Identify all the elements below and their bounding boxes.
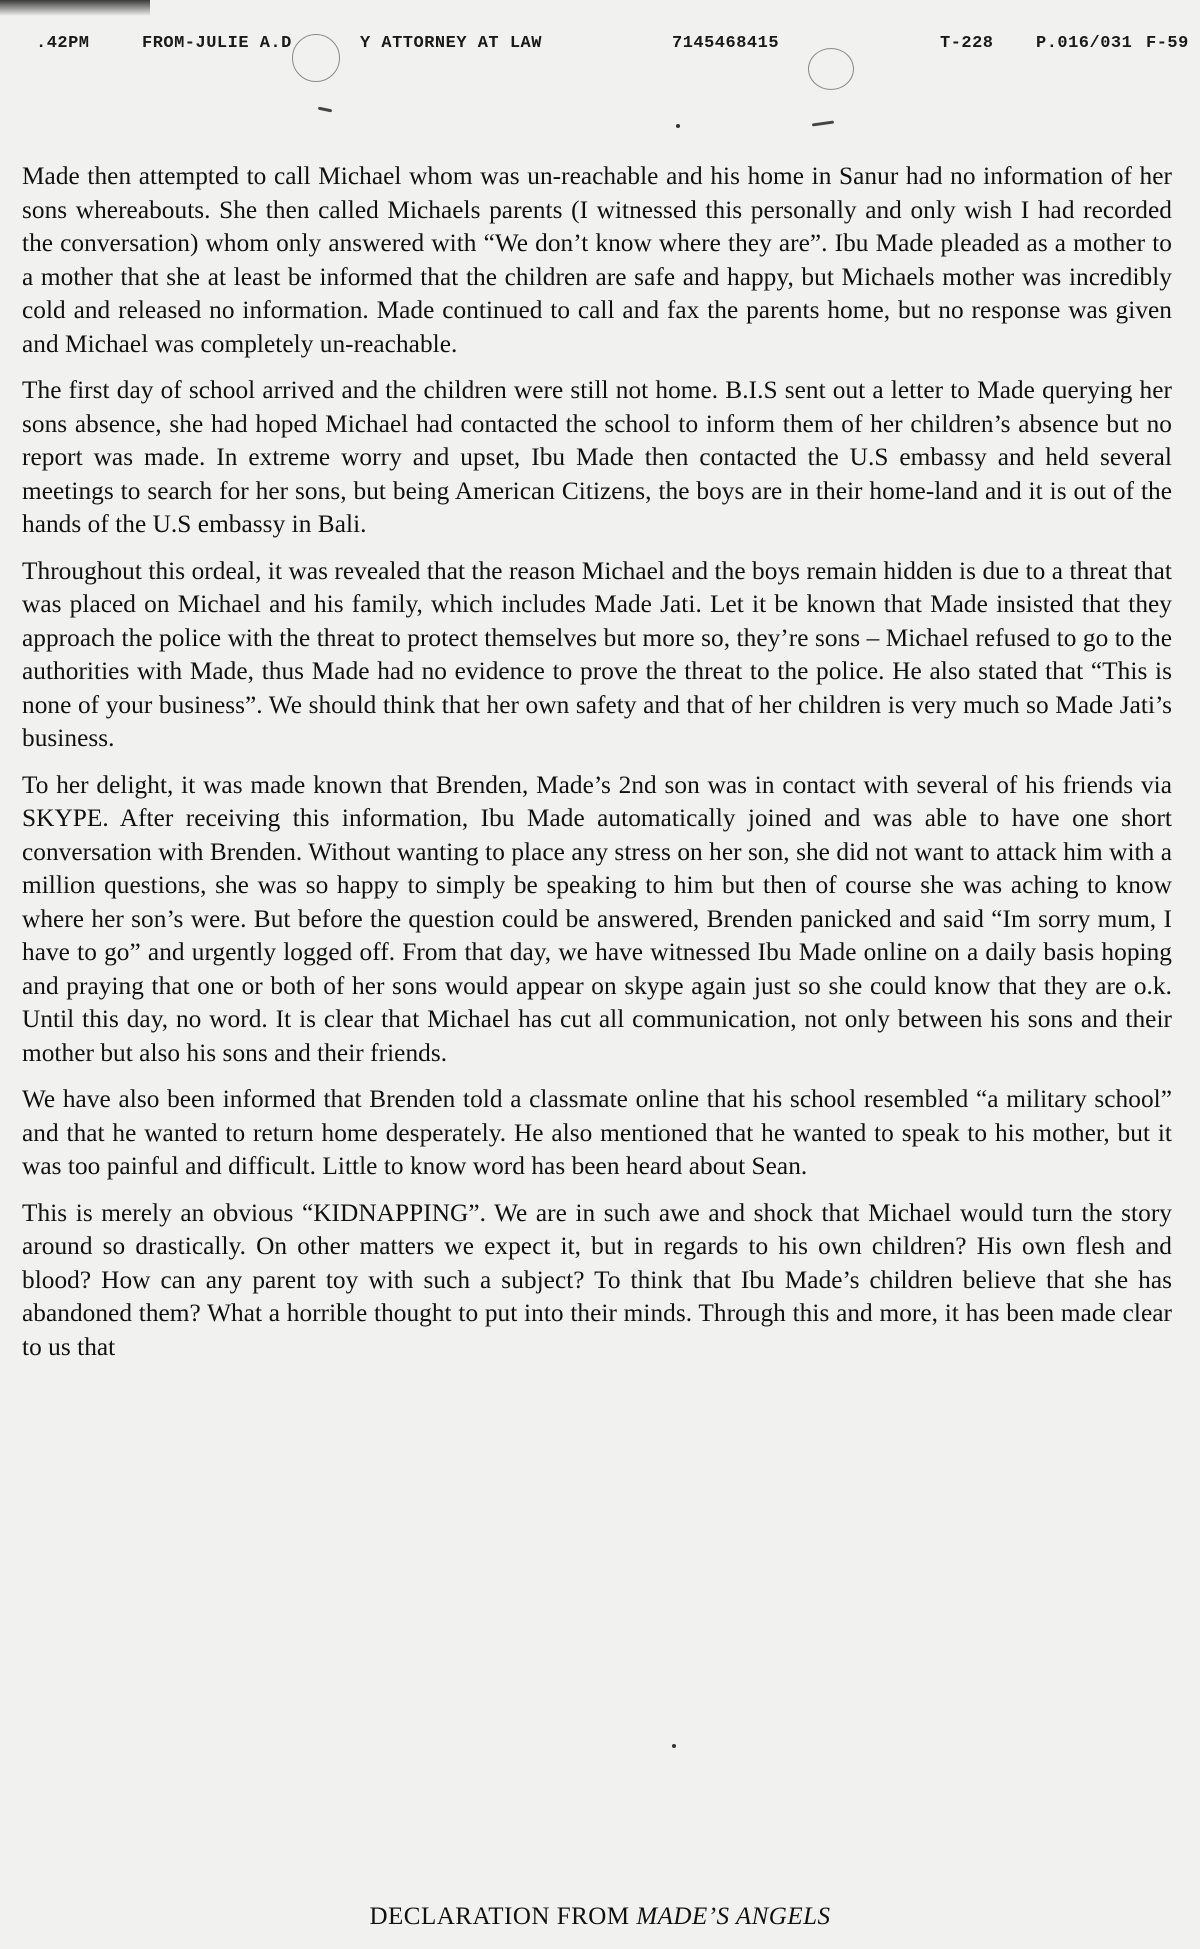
- fax-time: .42PM: [36, 34, 90, 53]
- scan-speck: [672, 1744, 676, 1748]
- paragraph: We have also been informed that Brenden told a classmate online that his school resembled “a military school” and that he wanted to return home desperately. He also mentioned that he wanted to speak to his mother, but it was too painful and difficult. Little to know word has been heard about Sean.: [22, 1085, 1172, 1180]
- fax-from: FROM-JULIE A.D: [142, 34, 292, 53]
- scan-mark: [318, 107, 332, 113]
- fax-header: [36, 28, 1200, 72]
- paragraph: To her delight, it was made known that Brenden, Made’s 2nd son was in contact with several of his friends via SKYPE. After receiving this information, Ibu Made automatically joined and was able to have one short conversation with Brenden. Without wanting to place any stress on her son, she did not want to attack him with a million questions, she was so happy to simply be speaking to him but then of course she was aching to know where her son’s were. But before the question could be answered, Brenden panicked and said “Im sorry mum, I have to go” and urgently logged off. From that day, we have witnessed Ibu Made online on a daily basis hoping and praying that one or both of her sons would appear on skype again just so she could know that they are o.k. Until this day, no word. It is clear that Michael has cut all communication, not only between his sons and their mother but also his sons and their friends.: [22, 770, 1172, 1067]
- fax-page-count: P.016/031: [1036, 34, 1133, 53]
- fax-number: 7145468415: [672, 34, 780, 53]
- declaration-footer: [0, 1903, 1200, 1931]
- footer-emphasis: MADE’S ANGELS: [636, 1903, 831, 1930]
- punch-hole-mark: [292, 34, 340, 82]
- punch-hole-mark: [808, 48, 854, 90]
- body-text: [22, 160, 1172, 1377]
- scan-speck: [676, 124, 680, 128]
- paragraph: Throughout this ordeal, it was revealed that the reason Michael and the boys remain hidden is due to a threat that was placed on Michael and his family, which includes Made Jati. Let it be known that Made insisted that they approach the police with the threat to protect themselves but more so, they’re sons – Michael refused to go to the authorities with Made, thus Made had no evidence to prove the threat to the police. He also stated that “This is none of your business”. We should think that her own safety and that of her children is very much so Made Jati’s business.: [22, 556, 1172, 752]
- fax-sender-title: Y ATTORNEY AT LAW: [360, 34, 542, 53]
- paragraph: This is merely an obvious “KIDNAPPING”. We are in such awe and shock that Michael would turn the story around so drastically. On other matters we expect it, but in regards to his own children? His own flesh and blood? How can any parent toy with such a subject? To think that Ibu Made’s children believe that she has abandoned them? What a horrible thought to put into their minds. Through this and more, it has been made clear to us that: [22, 1198, 1172, 1361]
- scan-shadow: [0, 0, 150, 16]
- footer-prefix: DECLARATION FROM: [369, 1903, 637, 1930]
- fax-transmission-id: T-228: [940, 34, 994, 53]
- scan-mark: [812, 120, 834, 126]
- fax-id: F-59: [1146, 34, 1189, 53]
- paragraph: Made then attempted to call Michael whom was un-reachable and his home in Sanur had no information of her sons whereabouts. She then called Michaels parents (I witnessed this personally and only wish I had recorded the conversation) whom only answered with “We don’t know where they are”. Ibu Made pleaded as a mother to a mother that she at least be informed that the children are safe and happy, but Michaels mother was incredibly cold and released no information. Made continued to call and fax the parents home, but no response was given and Michael was completely un-reachable.: [22, 162, 1172, 358]
- paragraph: The first day of school arrived and the children were still not home. B.I.S sent out a letter to Made querying her sons absence, she had hoped Michael had contacted the school to inform them of her children’s absence but no report was made. In extreme worry and upset, Ibu Made then contacted the U.S embassy and held several meetings to search for her sons, but being American Citizens, the boys are in their home-land and it is out of the hands of the U.S embassy in Bali.: [22, 376, 1172, 538]
